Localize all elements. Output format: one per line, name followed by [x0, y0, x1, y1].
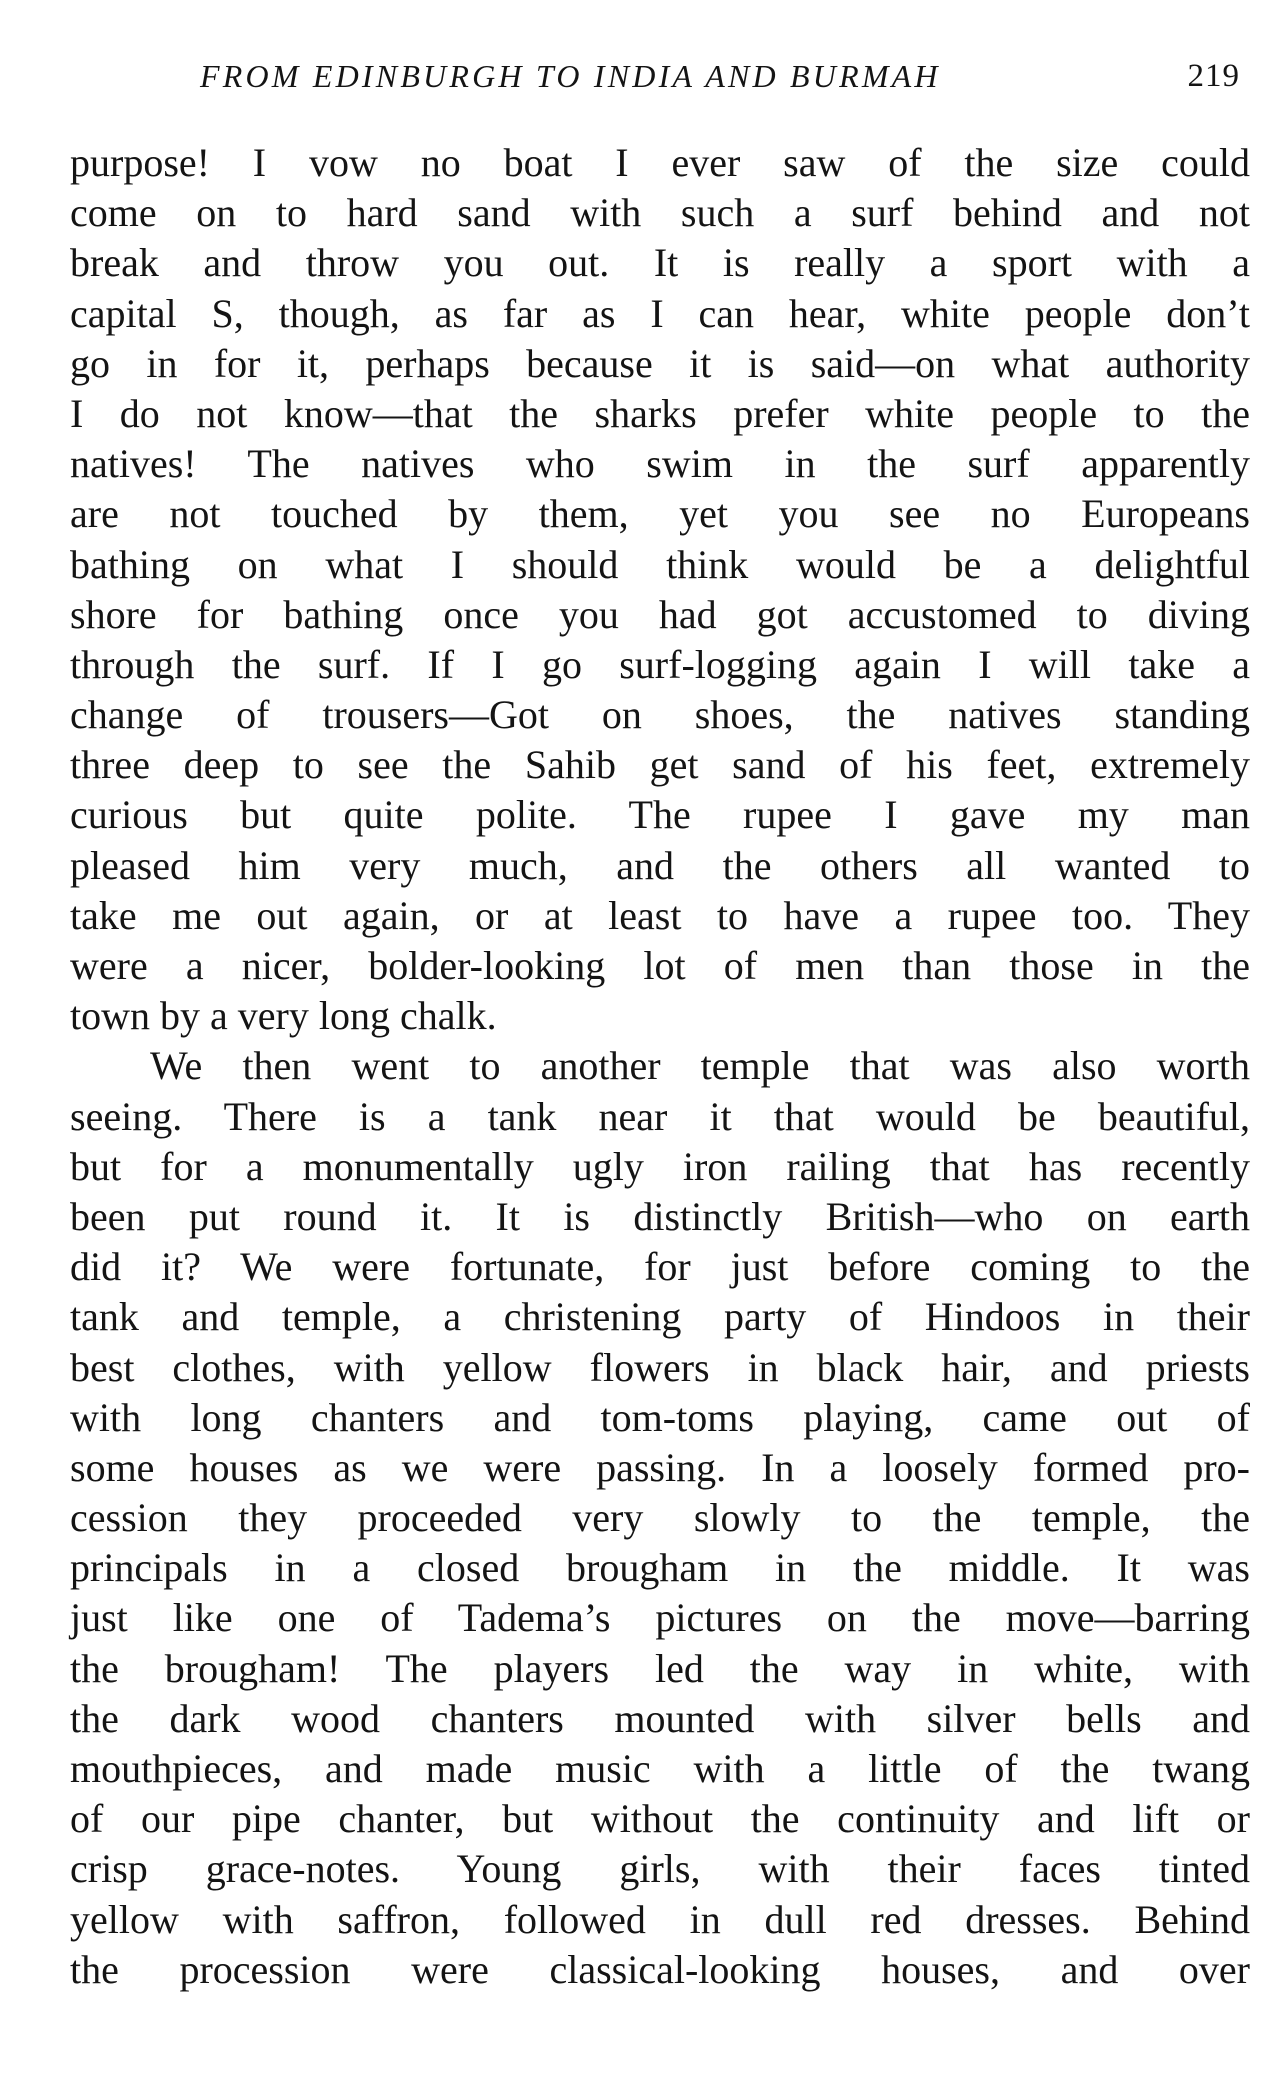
text-line: come on to hard sand with such a surf behind and not [70, 190, 1250, 236]
text-line: tank and temple, a christening party of Hindoos in their [70, 1294, 1250, 1340]
text-line: break and throw you out. It is really a sport with a [70, 240, 1250, 286]
text-line: curious but quite polite. The rupee I gave my man [70, 792, 1250, 838]
text-line: cession they proceeded very slowly to the temple, the [70, 1495, 1250, 1541]
text-line: shore for bathing once you had got accustomed to diving [70, 591, 1250, 637]
running-head-title: FROM EDINBURGH TO INDIA AND BURMAH [200, 58, 941, 94]
text-line: pleased him very much, and the others all wanted to [70, 842, 1250, 888]
text-line: principals in a closed brougham in the middle. It was [70, 1545, 1250, 1591]
text-line: mouthpieces, and made music with a little of the twang [70, 1746, 1250, 1791]
text-line: take me out again, or at least to have a rupee too. They [70, 892, 1250, 938]
text-line: town by a very long chalk. [70, 993, 497, 1039]
text-line: purpose! I vow no boat I ever saw of the size could [70, 140, 1250, 185]
text-line: change of trousers—Got on shoes, the natives standing [70, 692, 1250, 738]
text-line: the dark wood chanters mounted with silver bells and [70, 1695, 1250, 1741]
text-line: best clothes, with yellow flowers in black hair, and priests [70, 1344, 1250, 1390]
paragraph [70, 138, 1250, 1041]
text-line: some houses as we were passing. In a loosely formed pro- [70, 1444, 1250, 1490]
text-line: crisp grace-notes. Young girls, with their faces tinted [70, 1846, 1250, 1892]
text-line: did it? We were fortunate, for just before coming to the [70, 1244, 1250, 1290]
text-line: natives! The natives who swim in the surf apparently [70, 441, 1250, 487]
text-line: through the surf. If I go surf-logging again I will take a [70, 641, 1250, 687]
text-line: the procession were classical-looking houses, and over [70, 1946, 1250, 1992]
body-text [70, 138, 1250, 1995]
text-line: yellow with saffron, followed in dull red dresses. Behind [70, 1896, 1250, 1942]
text-line: of our pipe chanter, but without the continuity and lift or [70, 1796, 1250, 1842]
running-head [200, 58, 1260, 102]
text-line: three deep to see the Sahib get sand of his feet, extremely [70, 742, 1250, 788]
text-line: the brougham! The players led the way in white, with [70, 1645, 1250, 1691]
text-line: go in for it, perhaps because it is said—on what authority [70, 340, 1250, 386]
text-line: We then went to another temple that was also worth [150, 1043, 1250, 1089]
paragraph [70, 1041, 1250, 1995]
text-line: bathing on what I should think would be a delightful [70, 541, 1250, 587]
text-line: just like one of Tadema’s pictures on the move—barring [70, 1595, 1250, 1641]
text-line: I do not know—that the sharks prefer white people to the [70, 390, 1250, 436]
text-line: seeing. There is a tank near it that would be beautiful, [70, 1093, 1250, 1139]
text-line: capital S, though, as far as I can hear, white people don’t [70, 290, 1250, 336]
text-line: been put round it. It is distinctly British—who on earth [70, 1193, 1250, 1239]
text-line: but for a monumentally ugly iron railing that has recently [70, 1143, 1250, 1189]
text-line: were a nicer, bolder-looking lot of men than those in the [70, 943, 1250, 988]
page-number: 219 [1187, 58, 1240, 94]
text-line: are not touched by them, yet you see no Europeans [70, 491, 1250, 537]
text-line: with long chanters and tom-toms playing, came out of [70, 1394, 1250, 1440]
